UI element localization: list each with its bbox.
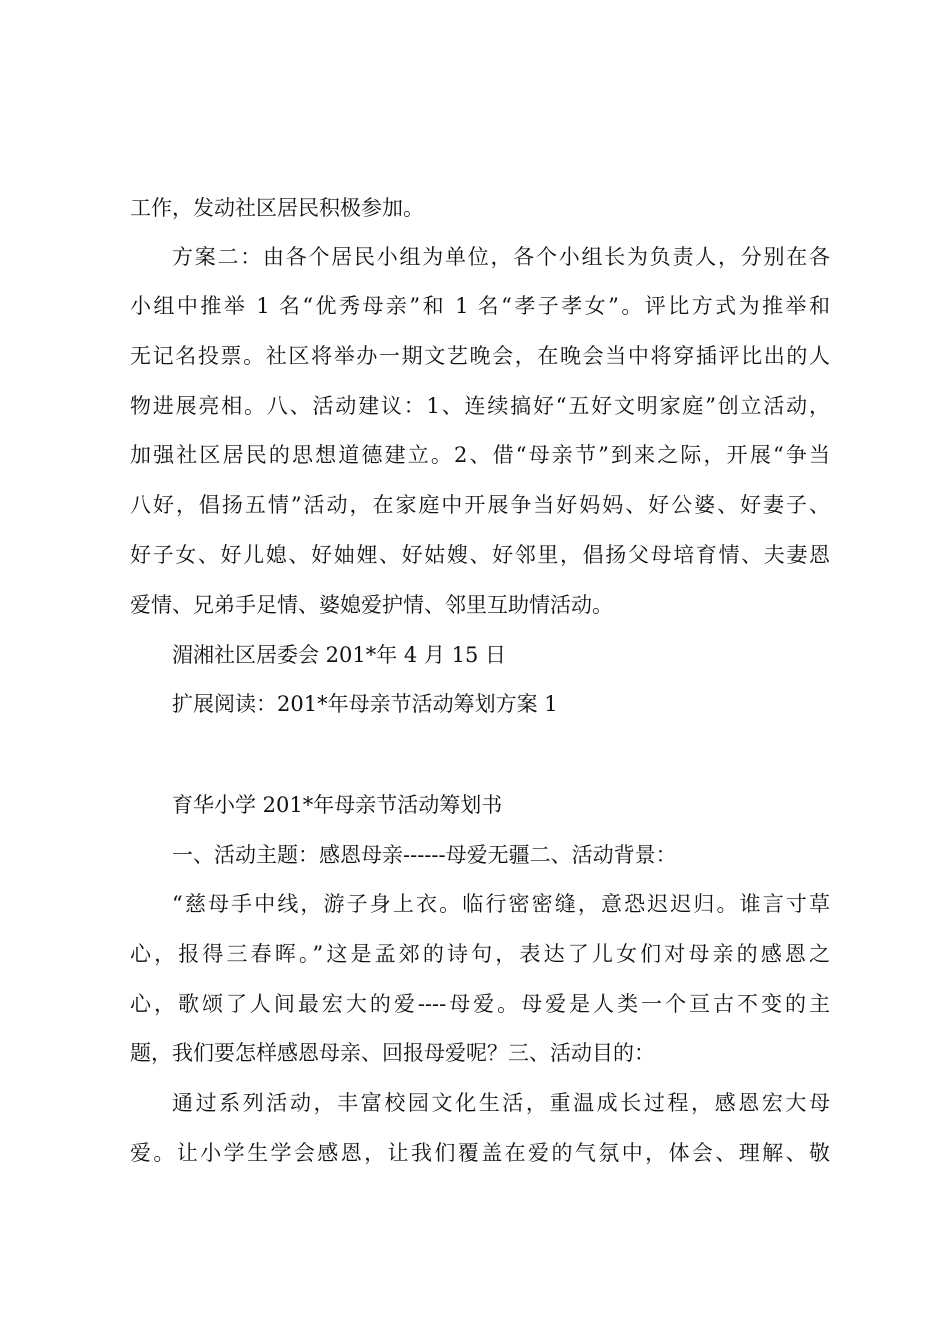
- text-line: 工作，发动社区居民积极参加。: [130, 196, 424, 220]
- text-line: 通过系列活动，丰富校园文化生活，重温成长过程，感恩宏大母: [172, 1091, 830, 1115]
- text-line: 心，报得三春晖。”这是孟郊的诗句，表达了儿女们对母亲的感恩之: [130, 942, 830, 966]
- text-line: 八好，倡扬五情”活动，在家庭中开展争当好妈妈、好公婆、好妻子、: [130, 493, 830, 517]
- text-line: 心，歌颂了人间最宏大的爱----母爱。母爱是人类一个亘古不变的主: [130, 992, 830, 1016]
- signature-line: 湄湘社区居委会 201*年 4 月 15 日: [172, 643, 507, 667]
- text-line: 爱情、兄弟手足情、婆媳爱护情、邻里互助情活动。: [130, 593, 613, 617]
- text-line: 方案二：由各个居民小组为单位，各个小组长为负责人，分别在各: [172, 245, 830, 269]
- extended-reading-title: 扩展阅读：201*年母亲节活动筹划方案 1: [172, 692, 558, 716]
- text-line: 爱。让小学生学会感恩，让我们覆盖在爱的气氛中，体会、理解、敬: [130, 1141, 830, 1165]
- text-line: 小组中推举 1 名“优秀母亲”和 1 名“孝子孝女”。评比方式为推举和: [130, 294, 830, 318]
- text-line: 物进展亮相。八、活动建议：1、连续搞好“五好文明家庭”创立活动，: [130, 394, 830, 418]
- text-line: 无记名投票。社区将举办一期文艺晚会，在晚会当中将穿插评比出的人: [130, 344, 830, 368]
- text-line: 一、活动主题：感恩母亲------母爱无疆二、活动背景：: [172, 843, 677, 867]
- section-title: 育华小学 201*年母亲节活动筹划书: [172, 793, 503, 817]
- text-line: 加强社区居民的思想道德建立。2、借“母亲节”到来之际，开展“争当: [130, 443, 830, 467]
- text-line: “慈母手中线，游子身上衣。临行密密缝，意恐迟迟归。谁言寸草: [172, 892, 830, 916]
- text-line: 题，我们要怎样感恩母亲、回报母爱呢？三、活动目的：: [130, 1041, 655, 1065]
- text-line: 好子女、好儿媳、好妯娌、好姑嫂、好邻里，倡扬父母培育情、夫妻恩: [130, 543, 830, 567]
